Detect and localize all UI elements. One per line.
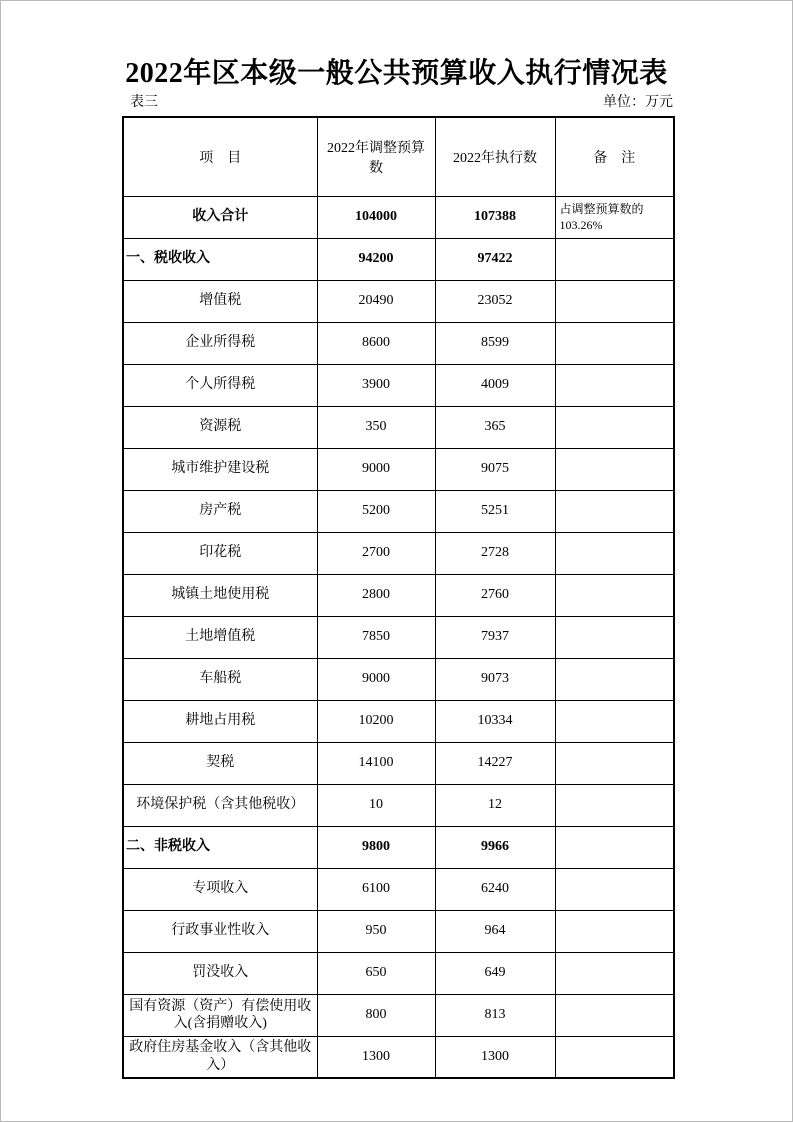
item-cell: 行政事业性收入 <box>123 910 317 952</box>
note-cell <box>555 784 674 826</box>
note-cell <box>555 658 674 700</box>
actual-cell: 97422 <box>435 238 555 280</box>
note-cell <box>555 700 674 742</box>
item-cell: 二、非税收入 <box>123 826 317 868</box>
item-cell: 国有资源（资产）有偿使用收入(含捐赠收入) <box>123 994 317 1036</box>
note-cell <box>555 490 674 532</box>
note-cell <box>555 574 674 616</box>
table-row <box>123 784 674 826</box>
item-cell: 专项收入 <box>123 868 317 910</box>
budget-cell: 950 <box>317 910 435 952</box>
actual-cell: 14227 <box>435 742 555 784</box>
item-cell: 房产税 <box>123 490 317 532</box>
table-header <box>123 117 674 196</box>
col-header-actual: 2022年执行数 <box>435 117 555 196</box>
budget-cell: 6100 <box>317 868 435 910</box>
actual-cell: 12 <box>435 784 555 826</box>
note-cell <box>555 322 674 364</box>
budget-cell: 9000 <box>317 658 435 700</box>
table-row <box>123 574 674 616</box>
item-cell: 城镇土地使用税 <box>123 574 317 616</box>
table-header-row <box>123 117 674 196</box>
budget-cell: 94200 <box>317 238 435 280</box>
table-row <box>123 490 674 532</box>
budget-cell: 9800 <box>317 826 435 868</box>
budget-cell: 8600 <box>317 322 435 364</box>
note-cell <box>555 742 674 784</box>
budget-cell: 7850 <box>317 616 435 658</box>
budget-cell: 350 <box>317 406 435 448</box>
item-cell: 企业所得税 <box>123 322 317 364</box>
item-cell: 资源税 <box>123 406 317 448</box>
item-cell: 车船税 <box>123 658 317 700</box>
note-cell <box>555 532 674 574</box>
actual-cell: 964 <box>435 910 555 952</box>
table-row <box>123 238 674 280</box>
note-cell <box>555 406 674 448</box>
note-cell <box>555 826 674 868</box>
table-row <box>123 196 674 238</box>
table-row <box>123 826 674 868</box>
budget-cell: 104000 <box>317 196 435 238</box>
item-cell: 土地增值税 <box>123 616 317 658</box>
budget-cell: 650 <box>317 952 435 994</box>
table-row <box>123 322 674 364</box>
unit-label: 单位：万元 <box>603 95 673 110</box>
table-row <box>123 868 674 910</box>
actual-cell: 365 <box>435 406 555 448</box>
table-row <box>123 280 674 322</box>
table-row <box>123 910 674 952</box>
note-cell <box>555 952 674 994</box>
table-row <box>123 952 674 994</box>
item-cell: 城市维护建设税 <box>123 448 317 490</box>
actual-cell: 7937 <box>435 616 555 658</box>
budget-cell: 2800 <box>317 574 435 616</box>
table-row <box>123 1036 674 1078</box>
note-cell: 占调整预算数的103.26% <box>555 196 674 238</box>
item-cell: 环境保护税（含其他税收） <box>123 784 317 826</box>
table-number-label: 表三 <box>130 95 158 110</box>
item-cell: 耕地占用税 <box>123 700 317 742</box>
table-row <box>123 700 674 742</box>
table-row <box>123 406 674 448</box>
table-row <box>123 658 674 700</box>
item-cell: 契税 <box>123 742 317 784</box>
actual-cell: 107388 <box>435 196 555 238</box>
actual-cell: 649 <box>435 952 555 994</box>
item-cell: 一、税收收入 <box>123 238 317 280</box>
actual-cell: 23052 <box>435 280 555 322</box>
budget-revenue-table <box>122 116 675 1079</box>
item-cell: 个人所得税 <box>123 364 317 406</box>
actual-cell: 6240 <box>435 868 555 910</box>
col-header-item: 项 目 <box>123 117 317 196</box>
budget-cell: 800 <box>317 994 435 1036</box>
note-cell <box>555 238 674 280</box>
actual-cell: 2728 <box>435 532 555 574</box>
actual-cell: 10334 <box>435 700 555 742</box>
table-row <box>123 742 674 784</box>
table-row <box>123 532 674 574</box>
note-cell <box>555 910 674 952</box>
actual-cell: 2760 <box>435 574 555 616</box>
item-cell: 罚没收入 <box>123 952 317 994</box>
table-row <box>123 616 674 658</box>
table-body <box>123 196 674 1078</box>
table-row <box>123 364 674 406</box>
budget-cell: 9000 <box>317 448 435 490</box>
actual-cell: 5251 <box>435 490 555 532</box>
budget-cell: 1300 <box>317 1036 435 1078</box>
actual-cell: 8599 <box>435 322 555 364</box>
item-cell: 增值税 <box>123 280 317 322</box>
actual-cell: 9073 <box>435 658 555 700</box>
item-cell: 政府住房基金收入（含其他收入） <box>123 1036 317 1078</box>
note-cell <box>555 616 674 658</box>
actual-cell: 9966 <box>435 826 555 868</box>
budget-cell: 3900 <box>317 364 435 406</box>
note-cell <box>555 1036 674 1078</box>
note-cell <box>555 994 674 1036</box>
actual-cell: 813 <box>435 994 555 1036</box>
item-cell: 印花税 <box>123 532 317 574</box>
col-header-budget: 2022年调整预算数 <box>317 117 435 196</box>
note-cell <box>555 868 674 910</box>
actual-cell: 4009 <box>435 364 555 406</box>
note-cell <box>555 448 674 490</box>
budget-cell: 5200 <box>317 490 435 532</box>
budget-cell: 14100 <box>317 742 435 784</box>
budget-cell: 10200 <box>317 700 435 742</box>
actual-cell: 1300 <box>435 1036 555 1078</box>
budget-cell: 2700 <box>317 532 435 574</box>
budget-cell: 10 <box>317 784 435 826</box>
table-row <box>123 448 674 490</box>
actual-cell: 9075 <box>435 448 555 490</box>
note-cell <box>555 280 674 322</box>
col-header-note: 备 注 <box>555 117 674 196</box>
budget-cell: 20490 <box>317 280 435 322</box>
table-row <box>123 994 674 1036</box>
page-title: 2022年区本级一般公共预算收入执行情况表 <box>125 58 668 89</box>
note-cell <box>555 364 674 406</box>
item-cell: 收入合计 <box>123 196 317 238</box>
